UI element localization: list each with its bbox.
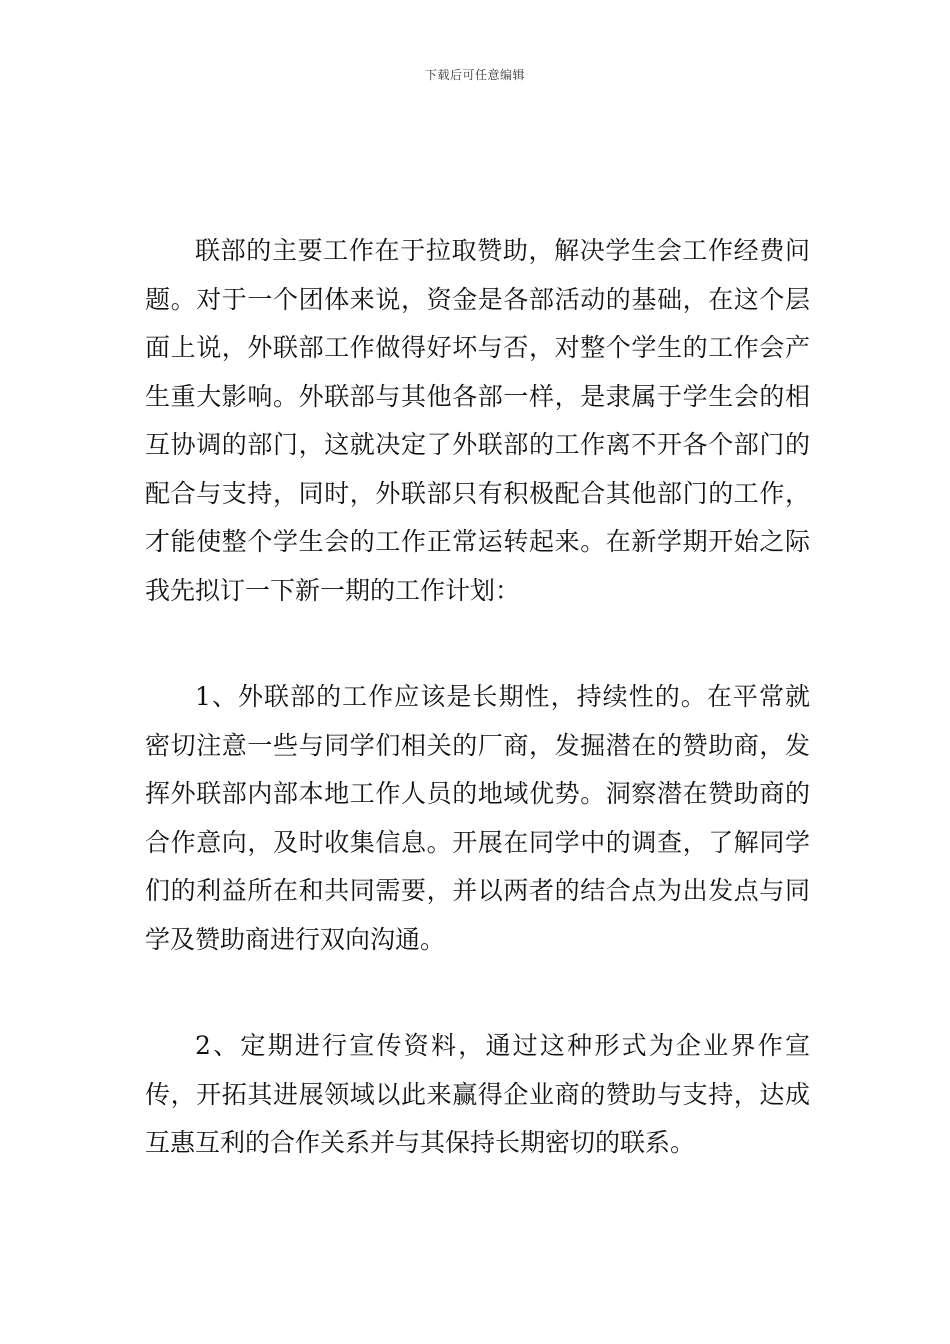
paragraph-intro: 联部的主要工作在于拉取赞助，解决学生会工作经费问题。对于一个团体来说，资金是各部活动的基础，在这个层面上说，外联部工作做得好坏与否，对整个学生的工作会产生重大影响。外联部与其他各部一样，是隶属于学生会的相互协调的部门，这就决定了外联部的工作离不开各个部门的配合与支持，同时，外联部只有积极配合其他部门的工作，才能使整个学生会的工作正常运转起来。在新学期开始之际我先拟订一下新一期的工作计划： — [145, 236, 810, 605]
document-body — [145, 227, 810, 1168]
paragraph-item-1: 1、外联部的工作应该是长期性，持续性的。在平常就密切注意一些与同学们相关的厂商，发掘潜在的赞助商，发挥外联部内部本地工作人员的地域优势。洞察潜在赞助商的合作意向，及时收集信息。开展在同学中的调查，了解同学们的利益所在和共同需要，并以两者的结合点为出发点与同学及赞助商进行双向沟通。 — [145, 682, 810, 954]
paragraph-item-2: 2、定期进行宣传资料，通过这种形式为企业界作宣传，开拓其进展领域以此来赢得企业商的赞助与支持，达成互惠互利的合作关系并与其保持长期密切的联系。 — [145, 1031, 810, 1157]
header-note: 下载后可任意编辑 — [424, 68, 525, 82]
